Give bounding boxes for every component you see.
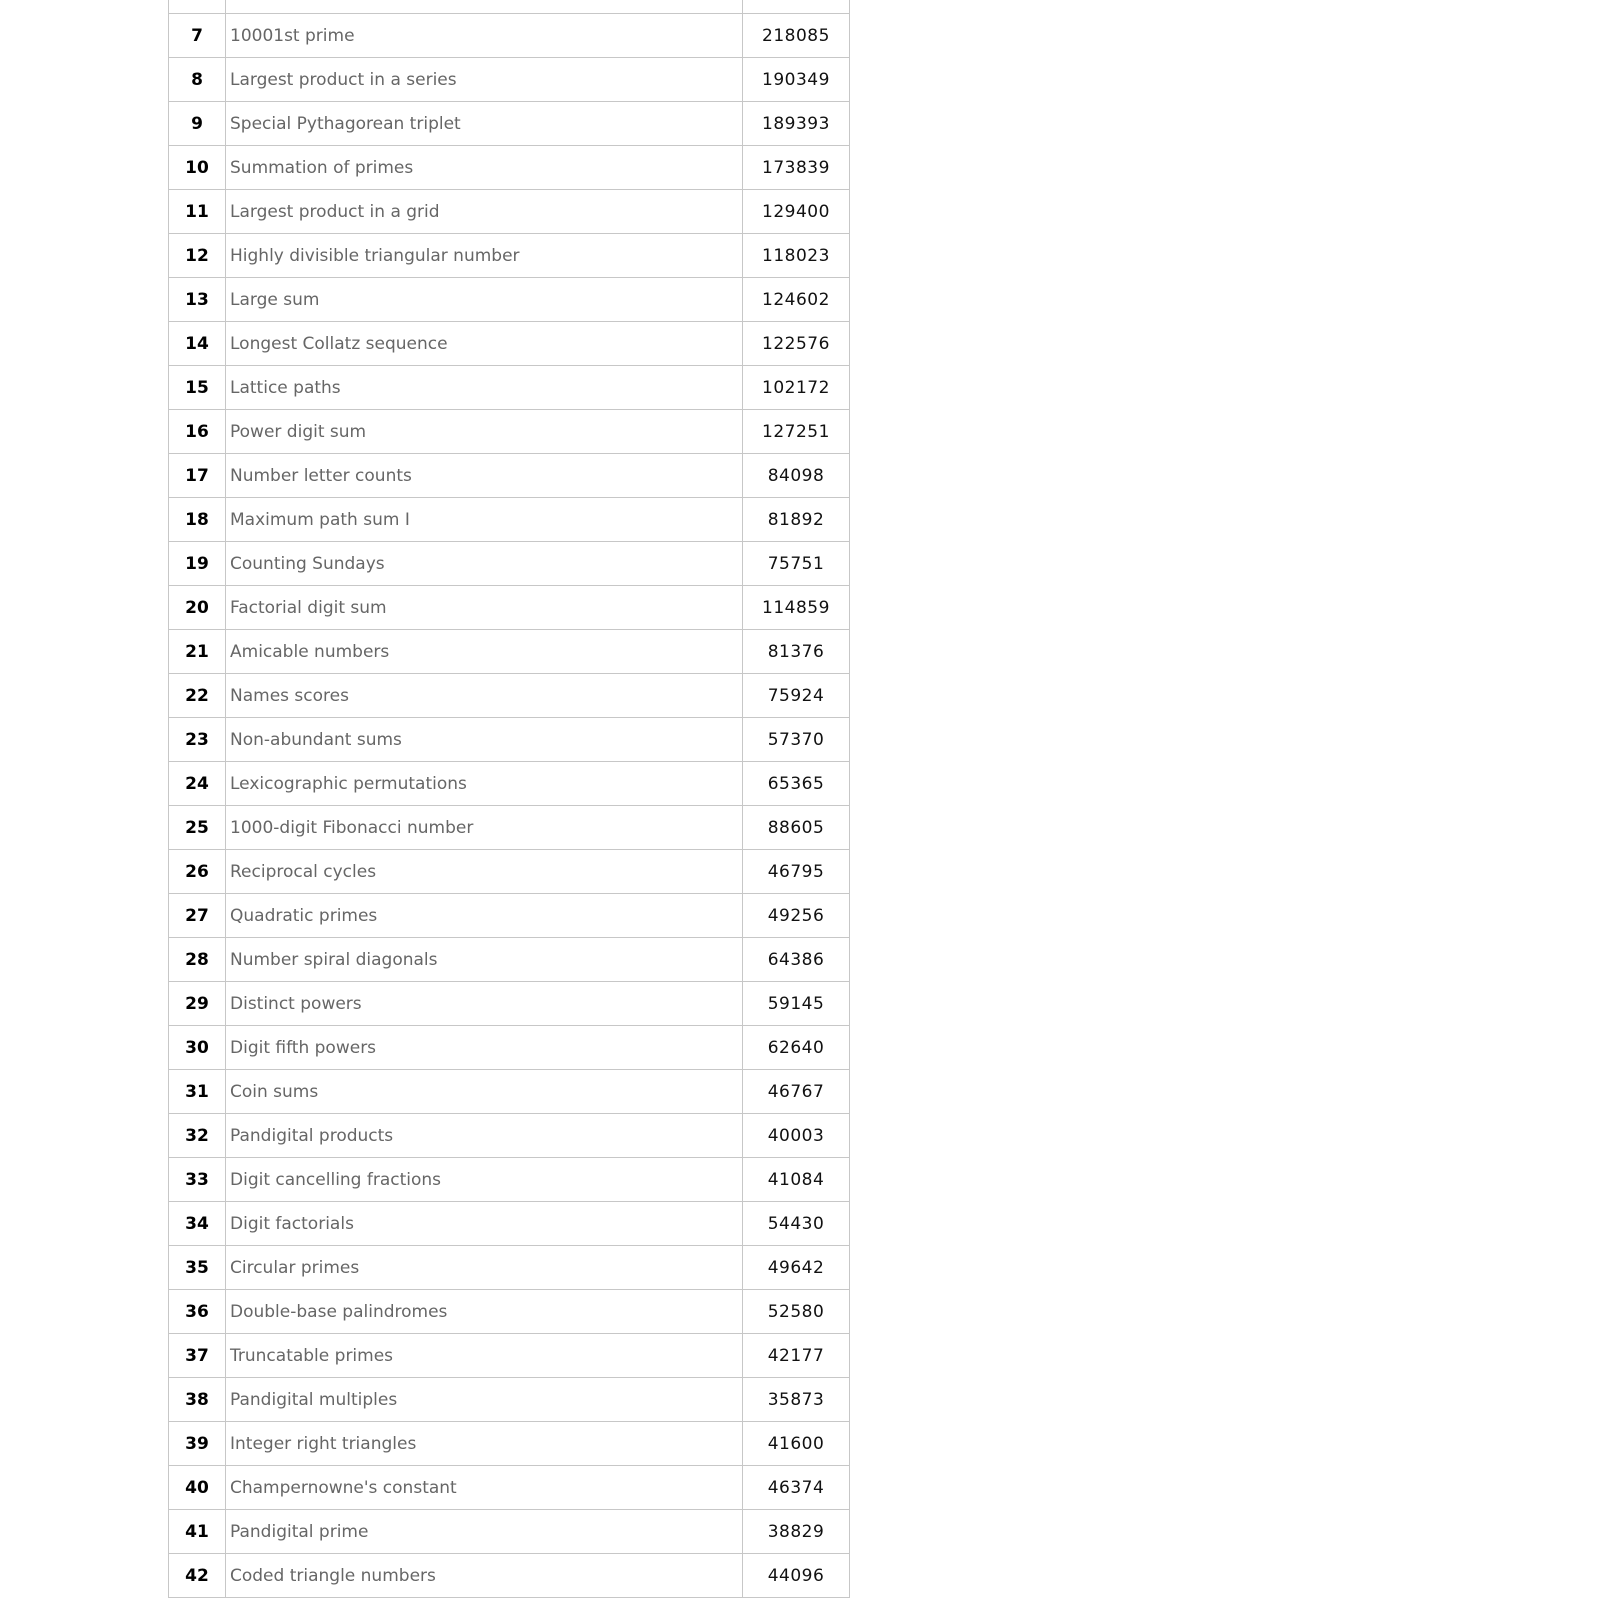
problem-title-cell[interactable] bbox=[226, 278, 743, 322]
table-row bbox=[169, 718, 850, 762]
table-row bbox=[169, 1202, 850, 1246]
problem-title-cell[interactable] bbox=[226, 1378, 743, 1422]
problem-id-cell: 37 bbox=[169, 1334, 226, 1378]
problem-title-cell[interactable] bbox=[226, 14, 743, 58]
solved-count-cell: 173839 bbox=[743, 146, 850, 190]
solved-count-cell: 41084 bbox=[743, 1158, 850, 1202]
problem-id-cell: 23 bbox=[169, 718, 226, 762]
problem-title-cell[interactable] bbox=[226, 1466, 743, 1510]
table-row bbox=[169, 1334, 850, 1378]
problem-title-cell[interactable] bbox=[226, 1290, 743, 1334]
problem-title-link[interactable]: Lattice paths bbox=[230, 377, 341, 398]
solved-count-cell: 122576 bbox=[743, 322, 850, 366]
table-row bbox=[169, 938, 850, 982]
problem-id-cell: 29 bbox=[169, 982, 226, 1026]
problem-title-cell[interactable] bbox=[226, 454, 743, 498]
table-row bbox=[169, 1422, 850, 1466]
solved-count-cell: 129400 bbox=[743, 190, 850, 234]
problem-id-cell: 16 bbox=[169, 410, 226, 454]
problem-id-cell: 13 bbox=[169, 278, 226, 322]
problem-title-cell[interactable] bbox=[226, 1510, 743, 1554]
table-row bbox=[169, 1246, 850, 1290]
problem-id-cell: 33 bbox=[169, 1158, 226, 1202]
problem-title-link[interactable]: Factorial digit sum bbox=[230, 597, 387, 618]
problem-id-cell: 28 bbox=[169, 938, 226, 982]
problem-title-cell[interactable] bbox=[226, 498, 743, 542]
problem-title-link[interactable]: Pandigital prime bbox=[230, 1521, 369, 1542]
problem-id-cell: 40 bbox=[169, 1466, 226, 1510]
table-row bbox=[169, 1554, 850, 1598]
problem-title-cell[interactable] bbox=[226, 806, 743, 850]
solved-count-cell: 102172 bbox=[743, 366, 850, 410]
table-row bbox=[169, 1158, 850, 1202]
problem-title-cell[interactable] bbox=[226, 190, 743, 234]
problem-title-cell[interactable] bbox=[226, 1554, 743, 1598]
problem-id-cell: 14 bbox=[169, 322, 226, 366]
solved-count-cell: 124602 bbox=[743, 278, 850, 322]
solved-count-cell: 57370 bbox=[743, 718, 850, 762]
solved-count-cell: 44096 bbox=[743, 1554, 850, 1598]
problem-title-link[interactable]: Amicable numbers bbox=[230, 641, 390, 662]
problem-title-cell[interactable] bbox=[226, 674, 743, 718]
problem-id-cell: 18 bbox=[169, 498, 226, 542]
solved-count-cell: 62640 bbox=[743, 1026, 850, 1070]
problem-title-link[interactable]: Pandigital products bbox=[230, 1125, 394, 1146]
solved-count-cell: 118023 bbox=[743, 234, 850, 278]
problem-title-cell[interactable] bbox=[226, 1026, 743, 1070]
solved-count-cell: 54430 bbox=[743, 1202, 850, 1246]
problem-title-link[interactable]: Lexicographic permutations bbox=[230, 773, 467, 794]
problem-id-cell: 39 bbox=[169, 1422, 226, 1466]
problem-title-cell[interactable] bbox=[226, 1202, 743, 1246]
problem-id-cell: 35 bbox=[169, 1246, 226, 1290]
table-row bbox=[169, 1466, 850, 1510]
table-row bbox=[169, 586, 850, 630]
problem-id-cell: 30 bbox=[169, 1026, 226, 1070]
problem-title-link[interactable]: Names scores bbox=[230, 685, 349, 706]
problem-title-cell[interactable] bbox=[226, 1070, 743, 1114]
problem-id-cell: 41 bbox=[169, 1510, 226, 1554]
problem-title-link[interactable]: Truncatable primes bbox=[230, 1345, 394, 1366]
problem-title-cell[interactable] bbox=[226, 1114, 743, 1158]
table-row-partial bbox=[169, 0, 850, 14]
problem-title-cell[interactable] bbox=[226, 982, 743, 1026]
solved-count-cell: 38829 bbox=[743, 1510, 850, 1554]
problem-title-link[interactable]: Large sum bbox=[230, 289, 320, 310]
problem-title-link[interactable]: Power digit sum bbox=[230, 421, 367, 442]
solved-count-cell: 64386 bbox=[743, 938, 850, 982]
problem-title-link[interactable]: Summation of primes bbox=[230, 157, 414, 178]
problem-title-link[interactable]: Pandigital multiples bbox=[230, 1389, 398, 1410]
problem-title-cell[interactable] bbox=[226, 1422, 743, 1466]
problem-id-cell: 26 bbox=[169, 850, 226, 894]
problem-title-link[interactable]: Digit factorials bbox=[230, 1213, 354, 1234]
problem-title-cell[interactable] bbox=[226, 762, 743, 806]
table-row bbox=[169, 190, 850, 234]
table-row bbox=[169, 1026, 850, 1070]
problem-title-cell[interactable] bbox=[226, 1246, 743, 1290]
problem-title-link[interactable]: Coin sums bbox=[230, 1081, 319, 1102]
problem-id-cell: 27 bbox=[169, 894, 226, 938]
problem-id-cell: 42 bbox=[169, 1554, 226, 1598]
problem-title-link[interactable]: Digit fifth powers bbox=[230, 1037, 377, 1058]
problem-title-cell[interactable] bbox=[226, 630, 743, 674]
solved-count-cell: 65365 bbox=[743, 762, 850, 806]
problem-id-cell bbox=[169, 0, 226, 14]
problem-id-cell: 20 bbox=[169, 586, 226, 630]
problem-title-cell[interactable] bbox=[226, 366, 743, 410]
table-row bbox=[169, 498, 850, 542]
problem-id-cell: 24 bbox=[169, 762, 226, 806]
solved-count-cell: 190349 bbox=[743, 58, 850, 102]
problem-title-link[interactable]: 10001st prime bbox=[230, 25, 355, 46]
table-row bbox=[169, 1070, 850, 1114]
solved-count-cell: 218085 bbox=[743, 14, 850, 58]
problem-title-link[interactable]: Maximum path sum I bbox=[230, 509, 410, 530]
problem-title-link[interactable]: Coded triangle numbers bbox=[230, 1565, 436, 1586]
solved-count-cell: 114859 bbox=[743, 586, 850, 630]
solved-count-cell: 75924 bbox=[743, 674, 850, 718]
problem-title-cell[interactable] bbox=[226, 102, 743, 146]
problem-id-cell: 8 bbox=[169, 58, 226, 102]
solved-count-cell: 41600 bbox=[743, 1422, 850, 1466]
problem-title-link[interactable]: Champernowne's constant bbox=[230, 1477, 457, 1498]
problem-title-cell[interactable] bbox=[226, 0, 743, 14]
problem-id-cell: 21 bbox=[169, 630, 226, 674]
table-row bbox=[169, 1378, 850, 1422]
solved-count-cell: 46795 bbox=[743, 850, 850, 894]
problem-title-link[interactable]: Reciprocal cycles bbox=[230, 861, 377, 882]
solved-count-cell: 75751 bbox=[743, 542, 850, 586]
solved-count-cell: 42177 bbox=[743, 1334, 850, 1378]
problem-title-cell[interactable] bbox=[226, 542, 743, 586]
problem-title-link[interactable]: Quadratic primes bbox=[230, 905, 378, 926]
solved-count-cell: 40003 bbox=[743, 1114, 850, 1158]
problem-title-link[interactable]: Digit cancelling fractions bbox=[230, 1169, 442, 1190]
solved-count-cell: 81376 bbox=[743, 630, 850, 674]
solved-count-cell: 52580 bbox=[743, 1290, 850, 1334]
table-row bbox=[169, 762, 850, 806]
table-row bbox=[169, 14, 850, 58]
problem-id-cell: 15 bbox=[169, 366, 226, 410]
problem-title-cell[interactable] bbox=[226, 850, 743, 894]
table-row bbox=[169, 806, 850, 850]
table-row bbox=[169, 278, 850, 322]
problem-title-cell[interactable] bbox=[226, 146, 743, 190]
solved-count-cell: 127251 bbox=[743, 410, 850, 454]
solved-count-cell: 81892 bbox=[743, 498, 850, 542]
problem-title-link[interactable]: Largest product in a series bbox=[230, 69, 457, 90]
solved-count-cell: 46374 bbox=[743, 1466, 850, 1510]
solved-count-cell: 49642 bbox=[743, 1246, 850, 1290]
solved-count-cell: 59145 bbox=[743, 982, 850, 1026]
problem-title-cell[interactable] bbox=[226, 894, 743, 938]
problem-id-cell: 22 bbox=[169, 674, 226, 718]
solved-count-cell bbox=[743, 0, 850, 14]
problem-id-cell: 38 bbox=[169, 1378, 226, 1422]
table-row bbox=[169, 322, 850, 366]
problem-id-cell: 10 bbox=[169, 146, 226, 190]
table-row bbox=[169, 894, 850, 938]
problem-title-link[interactable]: Counting Sundays bbox=[230, 553, 385, 574]
problem-title-cell[interactable] bbox=[226, 1158, 743, 1202]
table-row bbox=[169, 850, 850, 894]
problem-id-cell: 36 bbox=[169, 1290, 226, 1334]
problem-title-cell[interactable] bbox=[226, 938, 743, 982]
problem-id-cell: 11 bbox=[169, 190, 226, 234]
solved-count-cell: 35873 bbox=[743, 1378, 850, 1422]
table-row bbox=[169, 58, 850, 102]
problem-id-cell: 25 bbox=[169, 806, 226, 850]
problem-title-cell[interactable] bbox=[226, 58, 743, 102]
problems-table bbox=[168, 0, 850, 1598]
problem-id-cell: 34 bbox=[169, 1202, 226, 1246]
table-row bbox=[169, 234, 850, 278]
problem-title-cell[interactable] bbox=[226, 718, 743, 762]
problem-id-cell: 7 bbox=[169, 14, 226, 58]
table-row bbox=[169, 1290, 850, 1334]
table-row bbox=[169, 410, 850, 454]
problem-title-link[interactable]: Integer right triangles bbox=[230, 1433, 417, 1454]
problem-id-cell: 19 bbox=[169, 542, 226, 586]
problem-title-link[interactable]: Highly divisible triangular number bbox=[230, 245, 520, 266]
problem-title-link[interactable]: 1000-digit Fibonacci number bbox=[230, 817, 474, 838]
problem-title-link[interactable]: Longest Collatz sequence bbox=[230, 333, 448, 354]
table-row bbox=[169, 1114, 850, 1158]
problem-title-link[interactable]: Double-base palindromes bbox=[230, 1301, 448, 1322]
table-row bbox=[169, 982, 850, 1026]
problem-id-cell: 17 bbox=[169, 454, 226, 498]
problems-table-body bbox=[169, 0, 850, 1598]
problem-title-link[interactable]: Number spiral diagonals bbox=[230, 949, 438, 970]
problem-title-cell[interactable] bbox=[226, 410, 743, 454]
problem-title-cell[interactable] bbox=[226, 322, 743, 366]
table-row bbox=[169, 366, 850, 410]
table-row bbox=[169, 146, 850, 190]
problem-id-cell: 31 bbox=[169, 1070, 226, 1114]
solved-count-cell: 189393 bbox=[743, 102, 850, 146]
problem-id-cell: 9 bbox=[169, 102, 226, 146]
solved-count-cell: 84098 bbox=[743, 454, 850, 498]
table-row bbox=[169, 454, 850, 498]
problem-title-cell[interactable] bbox=[226, 1334, 743, 1378]
problem-title-link[interactable]: Circular primes bbox=[230, 1257, 360, 1278]
solved-count-cell: 88605 bbox=[743, 806, 850, 850]
problem-id-cell: 12 bbox=[169, 234, 226, 278]
solved-count-cell: 49256 bbox=[743, 894, 850, 938]
problem-title-cell[interactable] bbox=[226, 234, 743, 278]
table-row bbox=[169, 1510, 850, 1554]
table-row bbox=[169, 102, 850, 146]
problem-title-link[interactable]: Largest product in a grid bbox=[230, 201, 440, 222]
table-row bbox=[169, 674, 850, 718]
problem-title-link[interactable]: Non-abundant sums bbox=[230, 729, 402, 750]
problem-id-cell: 32 bbox=[169, 1114, 226, 1158]
problem-title-link[interactable]: Special Pythagorean triplet bbox=[230, 113, 461, 134]
table-row bbox=[169, 542, 850, 586]
problem-title-link[interactable]: Number letter counts bbox=[230, 465, 412, 486]
table-row bbox=[169, 630, 850, 674]
problem-title-link[interactable]: Distinct powers bbox=[230, 993, 362, 1014]
problem-title-cell[interactable] bbox=[226, 586, 743, 630]
solved-count-cell: 46767 bbox=[743, 1070, 850, 1114]
